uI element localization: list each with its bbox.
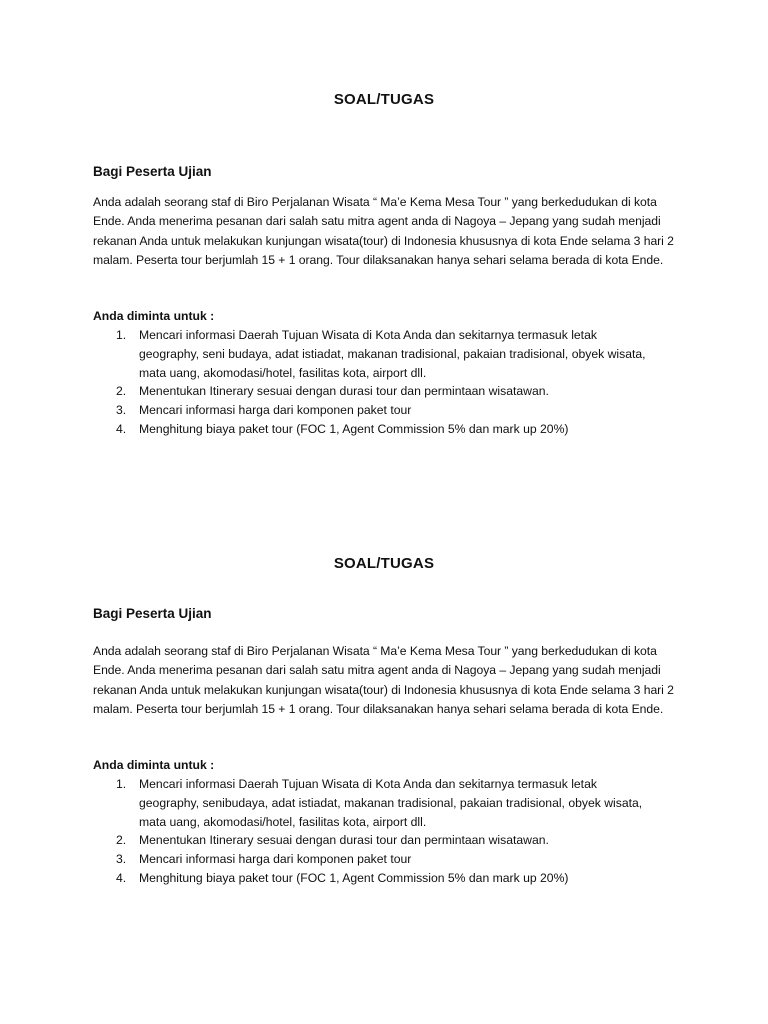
task-item bbox=[93, 869, 683, 888]
task-item bbox=[93, 382, 683, 401]
task-item bbox=[93, 775, 683, 831]
task-number: 3. bbox=[116, 403, 127, 418]
instructions-label: Anda diminta untuk : bbox=[93, 758, 215, 772]
task-list bbox=[93, 326, 683, 439]
task-number: 1. bbox=[116, 328, 127, 342]
task-item bbox=[93, 420, 683, 439]
section-title: SOAL/TUGAS bbox=[333, 555, 435, 572]
task-number: 2. bbox=[116, 833, 127, 848]
section-subtitle: Bagi Peserta Ujian bbox=[93, 606, 212, 621]
section-subtitle: Bagi Peserta Ujian bbox=[93, 164, 212, 179]
task-text: Mencari informasi harga dari komponen paket tour bbox=[139, 852, 412, 867]
task-list bbox=[93, 775, 683, 888]
task-text: Mencari informasi Daerah Tujuan Wisata di Kota Anda dan sekitarnya termasuk letak geography, seni budaya, adat istiadat, makanan tradisional, pakaian tradisional, obyek wisata, mata uang, akomodasi/hotel, fasilitas kota, airport dll. bbox=[139, 328, 646, 380]
scenario-paragraph: Anda adalah seorang staf di Biro Perjalanan Wisata “ Ma’e Kema Mesa Tour ” yang berkedudukan di kota Ende. Anda menerima pesanan dari salah satu mitra agent anda di Nagoya – Jepang yang sudah menjadi rekanan Anda untuk melakukan kunjungan wisata(tour) di Indonesia khususnya di kota Ende selama 3 hari 2 malam. Peserta tour berjumlah 15 + 1 orang. Tour dilaksanakan hanya sehari selama berada di kota Ende. bbox=[93, 644, 674, 716]
task-text: Menentukan Itinerary sesuai dengan durasi tour dan permintaan wisatawan. bbox=[139, 833, 549, 848]
task-text: Menentukan Itinerary sesuai dengan durasi tour dan permintaan wisatawan. bbox=[139, 384, 549, 399]
task-text: Menghitung biaya paket tour (FOC 1, Agent Commission 5% dan mark up 20%) bbox=[139, 421, 569, 436]
task-number: 1. bbox=[116, 777, 127, 791]
instructions-label: Anda diminta untuk : bbox=[93, 309, 215, 323]
task-text: Menghitung biaya paket tour (FOC 1, Agent Commission 5% dan mark up 20%) bbox=[139, 870, 569, 885]
task-item bbox=[93, 326, 683, 382]
task-item bbox=[93, 831, 683, 850]
task-number: 4. bbox=[116, 421, 127, 436]
task-text: Mencari informasi Daerah Tujuan Wisata di Kota Anda dan sekitarnya termasuk letak geography, senibudaya, adat istiadat, makanan tradisional, pakaian tradisional, obyek wisata, mata uang, akomodasi/hotel, fasilitas kota, airport dll. bbox=[139, 777, 643, 829]
task-item bbox=[93, 401, 683, 420]
task-number: 2. bbox=[116, 384, 127, 399]
scenario-paragraph: Anda adalah seorang staf di Biro Perjalanan Wisata “ Ma’e Kema Mesa Tour ” yang berkedudukan di kota Ende. Anda menerima pesanan dari salah satu mitra agent anda di Nagoya – Jepang yang sudah menjadi rekanan Anda untuk melakukan kunjungan wisata(tour) di Indonesia khususnya di kota Ende selama 3 hari 2 malam. Peserta tour berjumlah 15 + 1 orang. Tour dilaksanakan hanya sehari selama berada di kota Ende. bbox=[93, 195, 674, 267]
section-title: SOAL/TUGAS bbox=[333, 91, 435, 108]
task-number: 3. bbox=[116, 852, 127, 867]
task-item bbox=[93, 850, 683, 869]
task-text: Mencari informasi harga dari komponen paket tour bbox=[139, 403, 412, 418]
task-number: 4. bbox=[116, 870, 127, 885]
